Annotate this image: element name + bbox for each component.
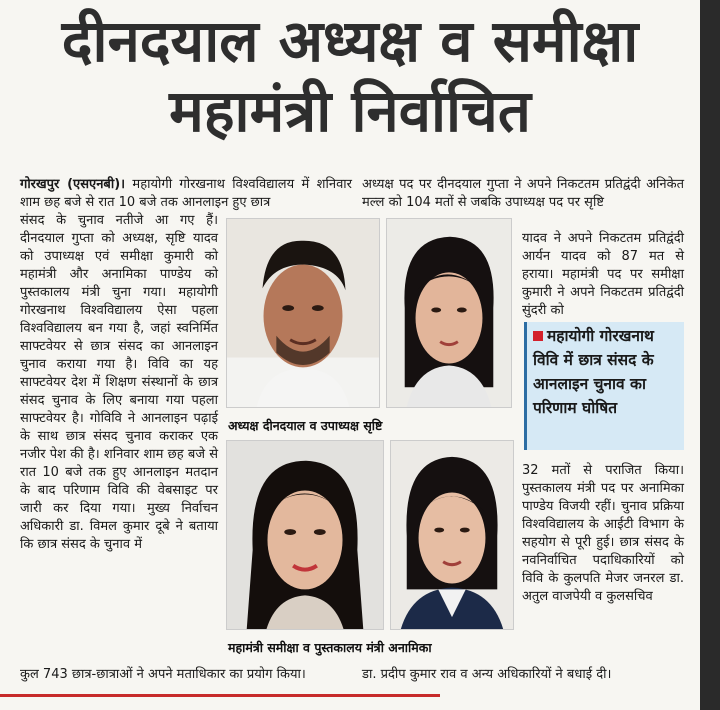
article-left-column	[20, 212, 218, 554]
photo-library-minister	[390, 440, 514, 630]
article-mid-top	[362, 176, 684, 212]
headline-line-2: महामंत्री निर्वाचित	[169, 77, 531, 145]
red-bullet	[533, 331, 543, 341]
left-column-text: संसद के चुनाव नतीजे आ गए हैं। दीनदयाल गुप्ता को अध्यक्ष, सृष्टि यादव को उपाध्यक्ष एवं समीक्षा कुमारी को महामंत्री और अनामिका पाण्डेय को पुस्तकालय मंत्री चुना गया। महायोगी गोरखनाथ विश्वविद्यालय ऐसा पहला विश्वविद्यालय बन गया है, जहां स्वनिर्मित साफ्टवेयर से छात्र संसद का आनलाइन चुनाव कराया गया है। विवि का यह साफ्टवेयर देश में शिक्षण संस्थानों के छात्र संसद चुनाव के लिए बनाया गया पहला साफ्टवेयर है। गोविवि ने आनलाइन पढ़ाई के साथ छात्र संसद चुनाव कराकर एक नजीर पेश की है। शनिवार शाम छह बजे से रात 10 बजे तक हुए आनलाइन मतदान के बाद परिणाम विवि की वेबसाइट पर जारी कर दिया गया। मुख्य निर्वाचन अधिकारी डा. विमल कुमार दूबे ने बताया कि छात्र संसद के चुनाव में	[20, 213, 218, 552]
right-top-text: यादव ने अपने निकटतम प्रतिद्वंदी आर्यन यादव को 87 मत से हराया। महामंत्री पद पर समीक्षा कुमारी ने अपने निकटतम प्रतिद्वंदी सुंदरी को	[522, 231, 684, 318]
bottom-right-text: डा. प्रदीप कुमार राव व अन्य अधिकारियों ने बधाई दी।	[362, 667, 612, 682]
dateline: गोरखपुर (एसएनबी)।	[20, 177, 126, 192]
caption-bottom-photos: महामंत्री समीक्षा व पुस्तकालय मंत्री अनामिका	[228, 640, 432, 655]
page-edge-shadow	[700, 0, 720, 710]
photo-president	[226, 218, 380, 408]
lead-text: महायोगी गोरखनाथ विश्वविद्यालय में शनिवार शाम छह बजे से रात 10 बजे तक आनलाइन हुए छात्र	[20, 177, 352, 210]
article-right-bottom	[522, 462, 684, 606]
right-bottom-text: 32 मतों से पराजित किया। पुस्तकालय मंत्री पद पर अनामिका पाण्डेय विजयी रहीं। चुनाव प्रक्रिया विश्वविद्यालय के आईटी विभाग के सहयोग से पूरी हुई। छात्र संसद के नवनिर्वाचित पदाधिकारियों को विवि के कुलपति मेजर जनरल डा. अतुल वाजपेयी व कुलसचिव	[522, 463, 684, 604]
article-lead	[20, 176, 352, 212]
pullquote-text: महायोगी गोरखनाथ विवि में छात्र संसद के आनलाइन चुनाव का परिणाम घोषित	[533, 327, 654, 417]
photo-vice-president	[386, 218, 512, 408]
caption-top-photos: अध्यक्ष दीनदयाल व उपाध्यक्ष सृष्टि	[228, 418, 383, 433]
article-bottom-left	[20, 666, 350, 684]
article-right-top	[522, 230, 684, 320]
headline	[0, 6, 700, 146]
photo-general-secretary	[226, 440, 384, 630]
pullquote-box	[524, 322, 684, 450]
article-bottom-right	[362, 666, 684, 684]
mid-top-text: अध्यक्ष पद पर दीनदयाल गुप्ता ने अपने निकटतम प्रतिद्वंदी अनिकेत मल्ल को 104 मतों से जबकि उपाध्यक्ष पद पर सृष्टि	[362, 177, 684, 210]
bottom-left-text: कुल 743 छात्र-छात्राओं ने अपने मताधिकार का प्रयोग किया।	[20, 667, 306, 682]
headline-line-1: दीनदयाल अध्यक्ष व समीक्षा	[61, 7, 639, 75]
bottom-red-rule	[0, 694, 440, 697]
